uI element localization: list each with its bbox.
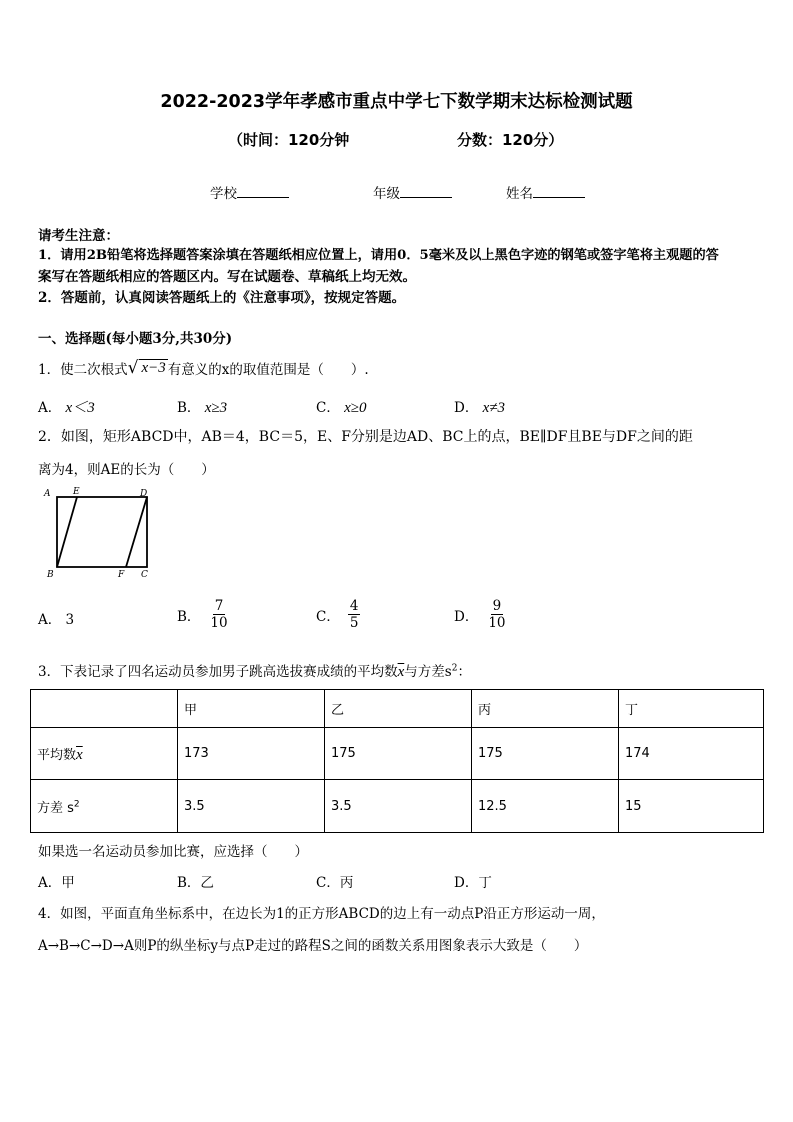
- label-a: A: [44, 489, 51, 499]
- label-f: F: [118, 570, 125, 580]
- q3-option-d[interactable]: D．丁: [454, 875, 492, 891]
- exam-score: 分数：120分）: [457, 131, 564, 149]
- table-cell: 175: [325, 728, 472, 780]
- table-row: [31, 728, 764, 780]
- q1-option-b[interactable]: B． x≥3: [177, 400, 228, 416]
- table-cell: 174: [619, 728, 764, 780]
- q3-score-table: [30, 689, 764, 833]
- label-c: C: [141, 570, 148, 580]
- grade-field: [373, 182, 452, 202]
- label-d: D: [140, 489, 148, 499]
- school-field: [210, 182, 289, 202]
- table-row: [31, 780, 764, 833]
- q1-option-c[interactable]: C． x≥0: [316, 400, 367, 416]
- q4-line2: A→B→C→D→A则P的纵坐标y与点P走过的路程S之间的函数关系用图象表示大致是（ ）: [38, 938, 588, 954]
- notice-item2: 2．答题前，认真阅读答题纸上的《注意事项》，按规定答题。: [38, 290, 406, 306]
- page-title: 2022-2023学年孝感市重点中学七下数学期末达标检测试题: [160, 92, 633, 112]
- segment-be: [57, 497, 77, 567]
- notice-item1-line2: 案写在答题纸相应的答题区内。写在试题卷、草稿纸上均无效。: [38, 269, 416, 285]
- q1-option-a[interactable]: A． x＜3: [38, 400, 95, 416]
- q2-option-d[interactable]: D． $\frac{9}{10}$: [454, 598, 506, 631]
- table-header-row: [31, 690, 764, 728]
- q4-line1: 4．如图，平面直角坐标系中，在边长为1的正方形ABCD的边上有一动点P沿正方形运动一周，: [38, 906, 605, 922]
- q2-option-c[interactable]: C． $\frac{4}{5}$: [316, 598, 359, 631]
- q2-line1: 2．如图，矩形ABCD中，AB＝4，BC＝5，E、F分别是边AD、BC上的点，BE∥DF且BE与DF之间的距: [38, 429, 693, 445]
- q1-stem: [38, 358, 369, 378]
- q1-radicand: x−3: [141, 360, 166, 376]
- school-blank[interactable]: [237, 185, 289, 198]
- q2-option-a[interactable]: A． 3: [38, 612, 75, 628]
- table-cell: 3.5: [325, 780, 472, 833]
- q1-option-d[interactable]: D． x≠3: [454, 400, 506, 416]
- notice-item1-line1: 1．请用2B铅笔将选择题答案涂填在答题纸相应位置上，请用0．5毫米及以上黑色字迹的钢笔或签字笔将主观题的答: [38, 248, 719, 263]
- label-e: E: [73, 487, 80, 497]
- grade-blank[interactable]: [400, 185, 452, 198]
- q2-line2: 离为4，则AE的长为（ ）: [38, 462, 215, 478]
- notice-heading: 请考生注意：: [38, 228, 119, 244]
- table-cell: 3.5: [178, 780, 325, 833]
- rectangle-abcd: [57, 497, 147, 567]
- table-header-cell: 乙: [325, 690, 472, 728]
- table-header-cell: 甲: [178, 690, 325, 728]
- row-var-label: 方差 $s^2$: [31, 780, 178, 833]
- name-label: 姓名: [506, 186, 533, 202]
- q1-prefix: 1．使二次根式: [38, 362, 128, 378]
- row-mean-label: 平均数$\overline{x}$: [31, 728, 178, 780]
- q3-followup: 如果选一名运动员参加比赛，应选择（ ）: [38, 844, 308, 860]
- q2-option-b[interactable]: B． $\frac{7}{10}$: [177, 598, 228, 631]
- section1-heading: 一、选择题(每小题3分,共30分): [38, 331, 233, 347]
- segment-df: [126, 497, 147, 567]
- table-header-cell: 丙: [472, 690, 619, 728]
- table-cell: 12.5: [472, 780, 619, 833]
- q3-option-a[interactable]: A．甲: [38, 875, 75, 891]
- q3-stem: 3．下表记录了四名运动员参加男子跳高选拔赛成绩的平均数$\overline{x}$与方差$s^2$：: [38, 663, 471, 680]
- table-cell: 175: [472, 728, 619, 780]
- name-blank[interactable]: [533, 185, 585, 198]
- name-field: [506, 182, 585, 202]
- label-b: B: [47, 570, 54, 580]
- exam-time: （时间：120分钟: [228, 131, 350, 149]
- table-cell: 15: [619, 780, 764, 833]
- table-cell: 173: [178, 728, 325, 780]
- grade-label: 年级: [373, 186, 400, 202]
- sqrt-symbol: √ x−3: [127, 358, 166, 378]
- q3-option-c[interactable]: C．丙: [316, 875, 354, 891]
- school-label: 学校: [210, 186, 237, 202]
- table-header-cell: [31, 690, 178, 728]
- q2-rectangle-figure: [40, 484, 160, 584]
- q3-option-b[interactable]: B．乙: [177, 875, 214, 891]
- q1-suffix: 有意义的x的取值范围是（ ）.: [167, 362, 369, 378]
- table-header-cell: 丁: [619, 690, 764, 728]
